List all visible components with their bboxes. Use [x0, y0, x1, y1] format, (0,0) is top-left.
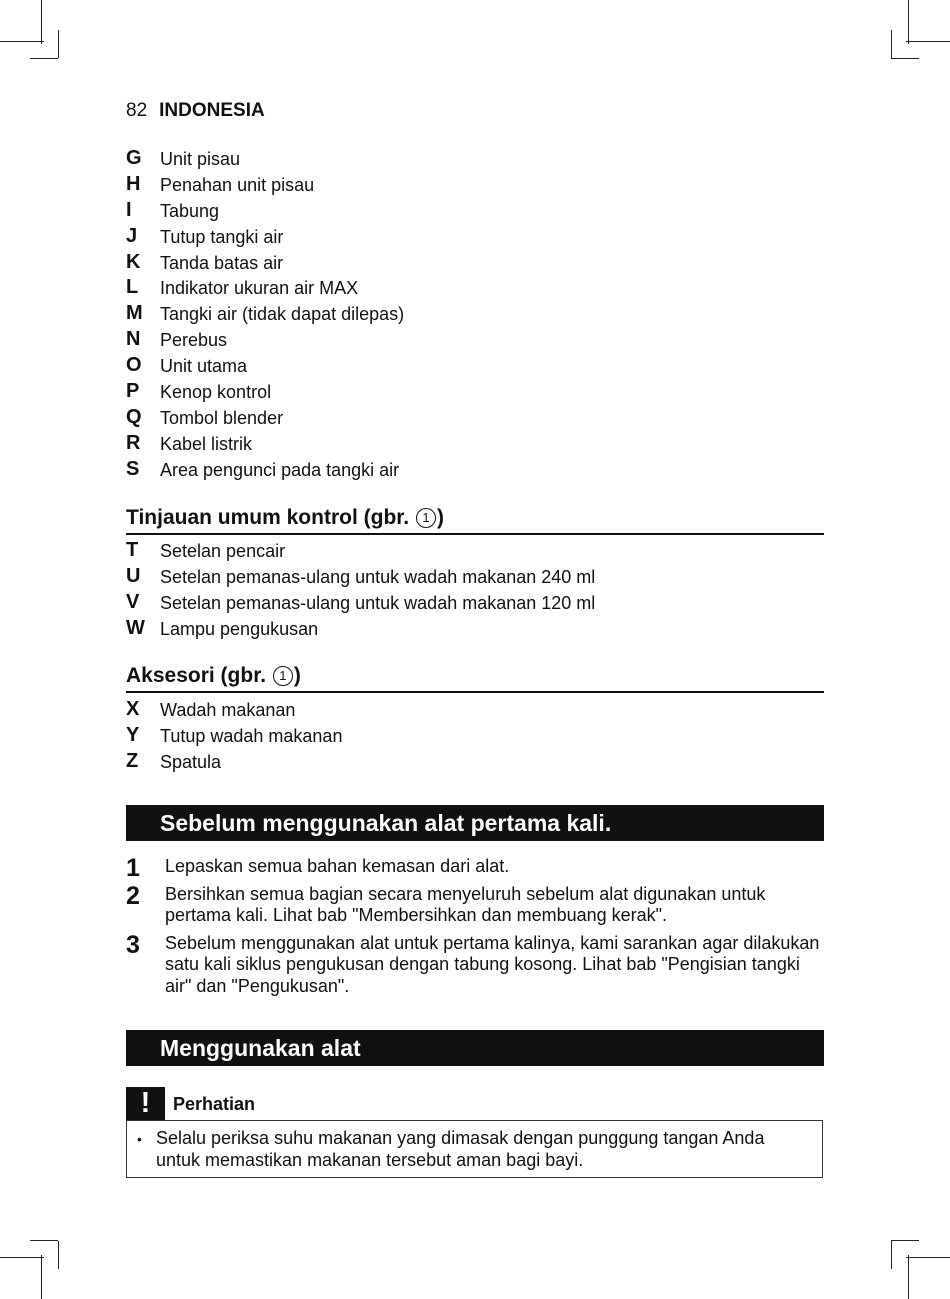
crop-mark	[908, 0, 909, 44]
caution-tag	[126, 1087, 165, 1120]
item-letter: V	[126, 590, 140, 613]
item-letter: T	[126, 539, 139, 561]
step-number: 1	[126, 854, 140, 882]
crop-mark	[891, 1241, 892, 1269]
item-letter: R	[126, 431, 141, 454]
crop-mark	[891, 1240, 919, 1241]
bar-title: Menggunakan alat	[160, 1035, 361, 1061]
crop-mark	[30, 1240, 58, 1241]
step-number: 2	[126, 881, 140, 910]
item-text: Setelan pemanas-ulang untuk wadah makanan 240 ml	[160, 566, 596, 587]
step-item	[126, 854, 824, 882]
item-letter: Y	[126, 723, 140, 746]
item-letter: P	[126, 380, 140, 403]
language-label: INDONESIA	[159, 100, 265, 121]
crop-mark	[908, 1255, 909, 1299]
crop-mark	[58, 1241, 59, 1269]
step-text: Lepaskan semua bahan kemasan dari alat.	[165, 856, 510, 876]
item-letter: L	[126, 276, 139, 299]
item-text: Unit pisau	[160, 149, 241, 169]
item-letter: S	[126, 457, 140, 480]
item-letter: M	[126, 302, 143, 325]
item-text: Setelan pencair	[160, 541, 286, 561]
step-item	[126, 930, 824, 998]
heading-text: Tinjauan umum kontrol (gbr.	[126, 506, 410, 529]
crop-mark	[0, 1257, 44, 1258]
item-letter: W	[126, 616, 145, 639]
item-text: Tabung	[160, 200, 220, 221]
item-letter: Q	[126, 405, 142, 428]
item-letter: K	[126, 250, 141, 273]
item-text: Tangki air (tidak dapat dilepas)	[160, 304, 405, 325]
crop-mark	[0, 41, 44, 42]
item-letter: U	[126, 564, 141, 587]
section-bar-before-use	[126, 805, 824, 841]
heading-text: Aksesori (gbr.	[126, 664, 267, 687]
heading-close: )	[436, 506, 444, 529]
item-text: Kenop kontrol	[160, 382, 272, 403]
figure-ref-badge: 1	[416, 508, 436, 528]
section-heading-controls	[126, 503, 824, 535]
item-letter: G	[126, 147, 142, 169]
item-letter: J	[126, 224, 138, 247]
step-text: Bersihkan semua bagian secara menyeluruh sebelum alat digunakan untuk pertama kali. Lihat bab "Membersihkan dan membuang kerak".	[165, 883, 766, 925]
crop-mark	[41, 0, 42, 44]
caution-text: Selalu periksa suhu makanan yang dimasak dengan punggung tangan Anda untuk memastikan makanan tersebut aman bagi bayi.	[156, 1128, 765, 1170]
item-text: Tanda batas air	[160, 252, 284, 273]
section-bar-using	[126, 1030, 824, 1066]
item-text: Tutup wadah makanan	[160, 725, 343, 746]
page-number: 82	[126, 100, 148, 121]
bullet-icon: •	[137, 1131, 142, 1147]
item-letter: X	[126, 698, 140, 720]
item-text: Indikator ukuran air MAX	[160, 278, 359, 299]
item-text: Unit utama	[160, 356, 248, 377]
heading-close: )	[293, 664, 301, 687]
step-item	[126, 881, 824, 927]
item-letter: O	[126, 354, 142, 377]
item-text: Area pengunci pada tangki air	[160, 459, 400, 480]
item-text: Wadah makanan	[160, 700, 296, 720]
crop-mark	[891, 30, 892, 58]
item-text: Kabel listrik	[160, 433, 253, 454]
step-number: 3	[126, 930, 140, 959]
crop-mark	[30, 58, 58, 59]
step-text: Sebelum menggunakan alat untuk pertama kalinya, kami sarankan agar dilakukan satu kali siklus pengukusan dengan tabung kosong. Lihat bab "Pengisian tangki air" dan "Pengukusan".	[165, 932, 820, 996]
crop-mark	[906, 1257, 950, 1258]
steps-list	[126, 856, 824, 1003]
crop-mark	[891, 58, 919, 59]
item-text: Tutup tangki air	[160, 226, 284, 247]
section-heading-accessories	[126, 661, 824, 693]
item-text: Perebus	[160, 330, 228, 351]
crop-mark	[58, 30, 59, 58]
item-text: Setelan pemanas-ulang untuk wadah makanan 120 ml	[160, 592, 596, 613]
bar-title: Sebelum menggunakan alat pertama kali.	[160, 810, 612, 836]
exclamation-icon: !	[140, 1087, 151, 1119]
item-letter: Z	[126, 749, 139, 772]
item-text: Penahan unit pisau	[160, 174, 315, 195]
item-text: Spatula	[160, 751, 222, 772]
item-text: Tombol blender	[160, 407, 284, 428]
caution-title: Perhatian	[173, 1094, 256, 1114]
figure-ref-badge: 1	[273, 666, 293, 686]
item-letter: N	[126, 328, 141, 351]
item-text: Lampu pengukusan	[160, 618, 319, 639]
caution-box	[126, 1120, 823, 1178]
item-letter: I	[126, 198, 132, 221]
crop-mark	[906, 41, 950, 42]
page-header	[126, 99, 265, 123]
item-letter: H	[126, 172, 141, 195]
crop-mark	[41, 1255, 42, 1299]
